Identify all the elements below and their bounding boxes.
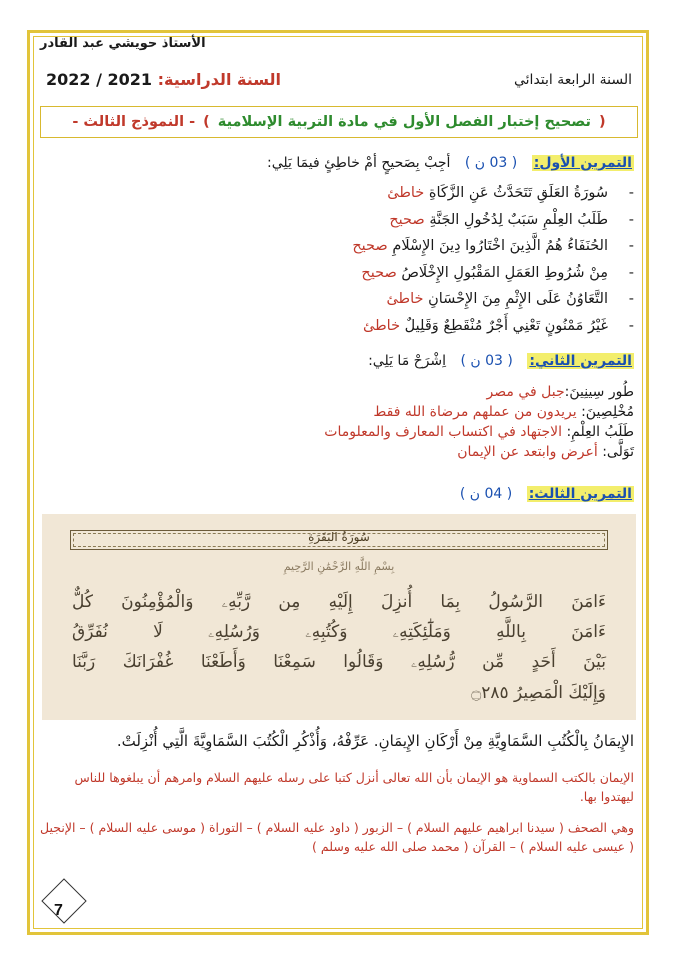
question-3: الإِيمَانُ بِالْكُتُبِ السَّمَاوِيَّةِ مِنْ أَرْكَانِ الإِيمَانِ. عَرِّفْهُ، وَأُذْكُرِ الْكُتُبَ السَّمَاوِيَّةَ الَّتِي أُنْزِلَتْ.: [116, 732, 634, 750]
list-item: -التَّعَاوُنُ عَلَى الإِثْمِ مِنَ الإِحْسَانِ خاطئ: [386, 291, 634, 307]
quran-excerpt: [42, 514, 636, 720]
page-number-badge: [40, 877, 88, 925]
exam-title-main: تصحيح إختبار الفصل الأول في مادة التربية الإسلامية: [217, 114, 592, 130]
exercise-1-list: [39, 180, 634, 339]
verse-line: وَإِلَيْكَ الْمَصِيرُ ۝٢٨٥: [471, 683, 606, 703]
definition-item: مُخْلِصِينَ: يريدون من عملهم مرضاة الله فقط: [373, 404, 634, 420]
school-year: [46, 70, 281, 89]
exercise-2-points: ( 03 ن ): [460, 353, 513, 369]
list-item: -غَيْرُ مَمْنُونٍ تَعْنِي أَجْرٌ مُنْقَطِعٌ وَقَلِيلٌ خاطئ: [363, 317, 634, 334]
exercise-3: [39, 482, 634, 506]
definition-item: تَوَلَّى: أعرض وابتعد عن الإيمان: [457, 444, 634, 460]
list-item: -طَلَبُ العِلْمِ سَبَبٌ لِدُخُولِ الجَنَّةِ صحيح: [389, 211, 634, 228]
exercise-2: [39, 348, 634, 462]
surah-name: سُورَةُ البَقَرَةِ: [308, 530, 370, 544]
surah-header: [70, 530, 608, 550]
list-item: -سُورَةُ العَلَقِ تَتَحَدَّثُ عَنِ الزَّكَاةِ خاطئ: [387, 185, 634, 201]
list-item: -الحُنَفَاءُ هُمُ الَّذِينَ اخْتَارُوا دِينَ الإِسْلَامِ صحيح: [352, 238, 634, 254]
teacher-name: الأستاذ حويشي عبد القادر: [40, 36, 206, 51]
exercise-1-points: ( 03 ن ): [464, 155, 518, 171]
grade-label: السنة الرابعة ابتدائي: [513, 72, 632, 88]
definition-item: طُور سِينِينَ:جبل في مصر: [486, 384, 634, 400]
exam-title: ( تصحيح إختبار الفصل الأول في مادة التربية الإسلامية ) - النموذج الثالث -: [40, 106, 638, 138]
exercise-3-label: التمرين الثالث:: [528, 486, 632, 502]
exercise-1: [39, 150, 634, 339]
exam-title-model: - النموذج الثالث -: [72, 114, 196, 130]
exercise-1-label: التمرين الأول:: [533, 155, 632, 171]
exercise-2-label: التمرين الثاني:: [529, 353, 632, 369]
exercise-2-instruction: اِشْرَحْ مَا يَلِي:: [368, 353, 447, 369]
info-bar: [40, 66, 638, 98]
bismillah: بِسْمِ اللَّهِ الرَّحْمَٰنِ الرَّحِيمِ: [283, 560, 395, 573]
verse-line: بَيْنَ أَحَدٍ مِّن رُّسُلِهِۦ وَقَالُوا سَمِعْنَا وَأَطَعْنَا غُفْرَانَكَ رَبَّنَا: [72, 652, 606, 672]
school-year-value: 2021 / 2022: [46, 70, 153, 89]
verse-line: ءَامَنَ الرَّسُولُ بِمَا أُنزِلَ إِلَيْهِ مِن رَّبِّهِۦ وَالْمُؤْمِنُونَ كُلٌّ: [72, 592, 606, 612]
school-year-label: السنة الدراسية:: [157, 70, 281, 89]
verse-line: ءَامَنَ بِاللَّهِ وَمَلَٰٓئِكَتِهِۦ وَكُتُبِهِۦ وَرُسُلِهِۦ لَا نُفَرِّقُ: [72, 622, 606, 642]
exercise-3-points: ( 04 ن ): [459, 486, 513, 502]
answer-3-definition: الإيمان بالكتب السماوية هو الإيمان بأن الله تعالى أنزل كتبا على رسله عليهم السلام وامرهم أن يبلغوها للناس ليهتدوا بها.: [74, 770, 634, 804]
page-number: 7: [54, 902, 63, 919]
answer-3-books: وهي الصحف ( سيدنا ابراهيم عليهم السلام ) – الزبور ( داود عليه السلام ) – التوراة ( موسى عليه السلام ) – الإنجيل ( عيسى عليه السلام ) – القرآن ( محمد صلى الله عليه وسلم ): [40, 820, 634, 854]
list-item: -مِنْ شُرُوطِ العَمَلِ المَقْبُولِ الإِخْلَاصُ صحيح: [361, 264, 634, 281]
definition-item: طَلَبُ العِلْمِ: الاجتهاد في اكتساب المعارف والمعلومات: [324, 424, 634, 440]
exercise-1-instruction: أجِبْ بِصَحيحٍ أمْ خاطِئٍ فيمَا يَلِي:: [267, 155, 451, 171]
